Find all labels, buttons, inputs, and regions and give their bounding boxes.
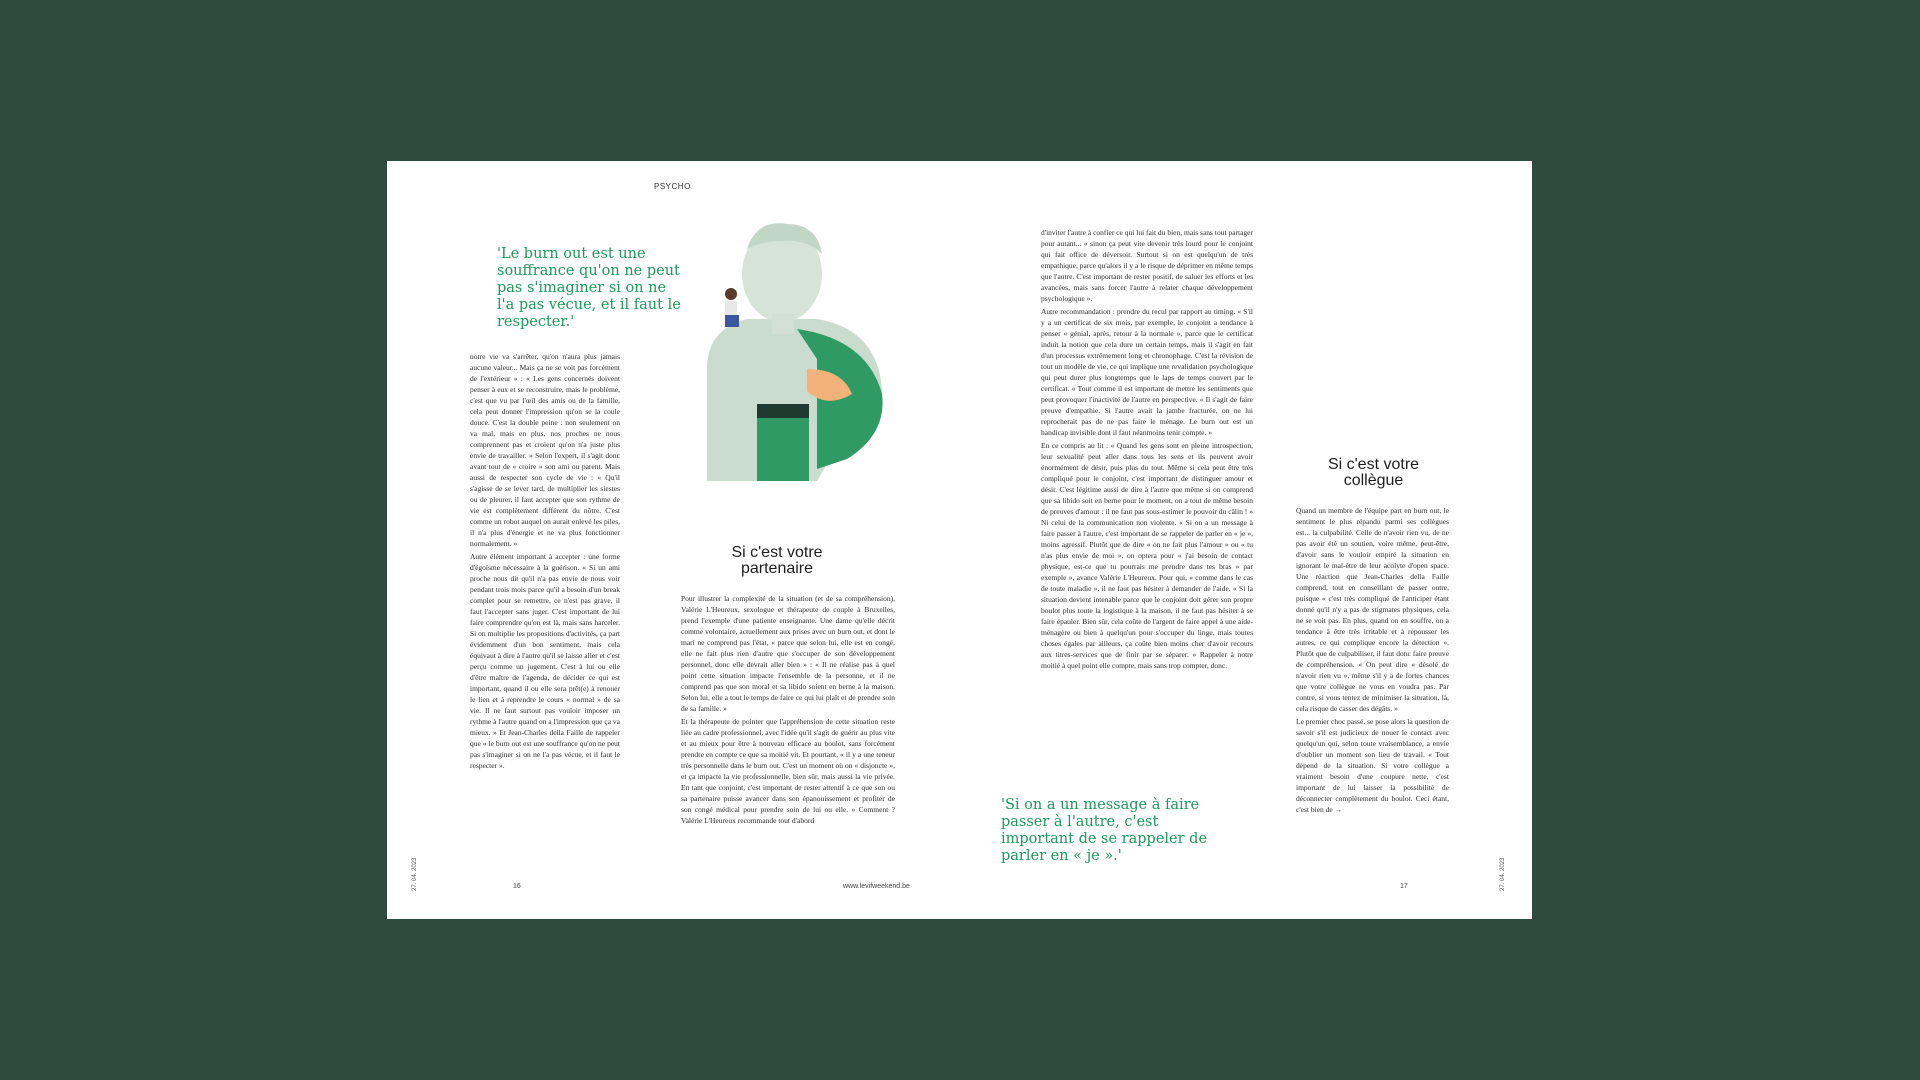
illustration-statue-painter — [677, 219, 887, 481]
pull-quote-burnout: 'Le burn out est une souffrance qu'on ne peut pas s'imaginer si on ne l'a pas vécue, et il faut le respecter.' — [497, 246, 681, 330]
column-4 — [1296, 505, 1449, 865]
page-number-left: 16 — [513, 883, 521, 890]
paragraph — [1296, 716, 1449, 815]
issue-date-left: 27. 04. 2023 — [412, 857, 418, 891]
paragraph: Quand un membre de l'équipe part en burn out, le sentiment le plus répandu parmi ses collègues est... la culpabilité. Celle de n'avoir rien vu, de ne pas avoir été un soutien, voire même, peut-être, d'avoir sans le vouloir empiré la situation en ignorant le mal-être de leur acolyte d'open space. Une réaction que Jean-Charles della Faille comprend, tout en conseillant de passer outre, puisque « c'est très compliqué de l'anticiper étant donné qu'il n'y a pas de stigmates physiques, cela ne se voit pas. En plus, quand on en souffre, on a tendance à être très irritable et à repousser les autres, ce qui complique encore la détection ». Plutôt que de culpabiliser, il faut donc faire preuve de compréhension. « On peut dire « désolé de n'avoir rien vu », même s'il y a de fortes chances que votre collègue ne vous en voudra pas. Par contre, si vous tentez de minimiser la situation, là, cela risque de casser des dégâts. » — [1296, 506, 1449, 713]
paragraph: En ce compris au lit : « Quand les gens sont en pleine introspection, leur sexualité peut aller dans tous les sens et ils peuvent avoir énormément de désir, puis plus du tout. Même si cela peut être très compliqué pour le conjoint, c'est important de distinguer amour et désir. C'est légitime aussi de dire à l'autre que même si on comprend que sa libido soit en berne pour le moment, on a tout de même besoin de preuves d'amour : il ne faut pas sous-estimer le pouvoir du câlin ! » Ni celui de la communication non violente. « Si on a un message à faire passer à l'autre, c'est important de se rappeler de parler en « je », moins agressif. Plutôt que de dire « on ne fait plus l'amour » ou « tu n'as plus envie de moi », on optera pour « j'ai besoin de contact physique, est-ce que tu pourrais me prendre dans tes bras » par exemple », avance Valérie L'Heureux. Pour qui, « comme dans le cas de toute maladie », il ne faut pas hésiter à demander de l'aide. « Si la situation devient intenable parce que le conjoint doit gérer son propre boulot plus toute la logistique à la maison, il ne faut pas hésiter à se faire épauler. Bien sûr, cela coûte de l'argent de faire appel à une aide-ménagère ou bien à quelqu'un pour s'occuper du linge, mais toutes choses égales par ailleurs, ça coûte bien moins cher d'avoir recours aux titres-services que de finir par se séparer. » Rappeler à notre moitié à quel point elle compte, mais sans trop compter, donc. — [1041, 441, 1253, 670]
heading-colleague: Si c'est votre collègue — [1327, 456, 1420, 489]
paragraph: notre vie va s'arrêter, qu'on n'aura plus jamais aucune valeur... Mais ça ne se voit pas forcément de l'extérieur » : « Les gens concernés doivent penser à eux et se reconstruire, mais le problème, c'est que vu par l'œil des amis ou de la famille, cela peut donner l'impression qu'on se la coule douce. C'est la double peine : non seulement on va mal, mais en plus, nos proches ne nous comprennent pas et croient qu'on n'a juste plus envie de travailler. » Selon l'expert, il s'agit donc avant tout de « croire » son ami ou parent. Mais aussi de respecter son cycle de vie : « Qu'il s'agisse de se lever tard, de multiplier les siestes ou de pleurer, il faut accepter que son rythme de vie est complètement différent du nôtre. C'est comme un robot auquel on aurait enlevé les piles, il n'a plus d'énergie et ne va plus fonctionner normalement. » — [470, 352, 620, 548]
page-number-right: 17 — [1400, 883, 1408, 890]
arrow-right-icon: → — [1334, 805, 1343, 814]
paragraph: Autre élément important à accepter : une forme d'égoïsme nécessaire à la guérison. « Si un ami proche nous dit qu'il n'a pas envie de nous voir pendant trois mois parce qu'il a besoin d'un break complet pour se remettre, ce n'est pas grave, il faut l'accepter sans juger. C'est important de lui faire comprendre qu'on est là, mais sans harceler. Si on multiplie les propositions d'activités, ça part évidemment d'un bon sentiment, mais cela équivaut à dire à l'autre qu'il se laisse aller et c'est perçu comme un jugement. C'est à lui ou elle d'être maître de l'agenda, de décider ce qui est important, quand il ou elle sera prêt(e) à renouer le lien et à reprendre le cours « normal » de sa vie. Il ne faut surtout pas vouloir imposer un rythme à l'autre quand on a l'impression que ça va mieux. » Et Jean-Charles della Faille de rappeler que « le burn out est une souffrance qu'on ne peut pas s'imaginer si on ne l'a pas vécue, et il faut le respecter ». — [470, 552, 620, 770]
paragraph: Et la thérapeute de pointer que l'appréhension de cette situation reste liée au cadre professionnel, avec l'idée qu'il s'agit de guérir au plus vite et au mieux pour être à nouveau efficace au boulot, sans forcément prendre en compte ce que sa moitié vit. Et pourtant, « il y a une teneur très personnelle dans le burn out. C'est un moment où on « disjoncte », et ça impacte la vie professionnelle, bien sûr, mais aussi la vie privée. En tant que conjoint, c'est important de rester attentif à ce que son ou sa partenaire puisse avancer dans son épanouissement et profiter de son congé médical pour prendre soin de lui ou elle. » Comment ? Valérie L'Heureux recommande tout d'abord — [681, 717, 895, 825]
pull-quote-message: 'Si on a un message à faire passer à l'autre, c'est important de se rappeler de parler en « je ».' — [1001, 797, 1208, 864]
column-2 — [681, 593, 895, 849]
magazine-spread — [387, 161, 1532, 919]
paragraph: Pour illustrer la complexité de la situation (et de sa compréhension), Valérie L'Heureux, sexologue et thérapeute de couple à Bruxelles, prend l'exemple d'une patiente enseignante. Une dame qu'elle décrit comme volontaire, actuellement aux prises avec un burn out, et dont le mari ne comprend pas l'état, « parce que selon lui, elle est en congé, elle ne fait plus rien d'autre que s'occuper de son développement personnel, donc elle devrait aller bien » : « Il ne réalise pas à quel point cette situation impacte l'ensemble de la personne, et il ne comprend pas que son moral et sa libido soient en berne à la maison. Selon lui, elle a tout le temps de faire ce qui lui plaît et de prendre soin de sa famille. » — [681, 594, 895, 713]
issue-date-right: 27. 04. 2023 — [1500, 857, 1506, 891]
paragraph: Autre recommandation : prendre du recul par rapport au timing. « S'il y a un certificat de six mois, par exemple, le conjoint a tendance à penser « génial, après, retour à la normale », parce que le certificat induit la notion que cela dure un certain temps, mais il s'agit en fait d'un processus extrêmement long et chronophage. C'est la révision de tout un modèle de vie, ce qui implique une revalidation psychologique qui peut durer plus longtemps que le laps de temps couvert par le certificat. « Tout comme il est important de mettre les sentiments que peut provoquer l'inactivité de l'autre en perspective. « Il s'agit de faire preuve d'empathie. Si l'autre avait la jambe fracturée, on ne lui reprocherait pas de ne pas faire le ménage. Le burn out est un handicap invisible dont il faut néanmoins tenir compte. » — [1041, 307, 1253, 437]
paragraph: d'inviter l'autre à confier ce qui lui fait du bien, mais sans tout partager pour autant... « sinon ça peut vite devenir très lourd pour le conjoint qui fait office de déversoir. Surtout si on est quelqu'un de très empathique, parce qu'alors il y a le risque de déprimer en même temps que l'autre. C'est important de rester positif, de saluer les efforts et les avancées, mais sans forcer l'autre à relater chaque développement psychologique ». — [1041, 228, 1253, 303]
heading-partner: Si c'est votre partenaire — [731, 544, 823, 577]
column-1 — [470, 351, 620, 849]
column-3 — [1041, 227, 1253, 767]
paragraph-text: Le premier choc passé, se pose alors la question de savoir s'il est judicieux de nouer le contact avec quelqu'un qui, selon toute vraisemblance, a envie d'oublier un moment son lieu de travail. « Tout dépend de la situation. Si votre collègue a vraiment besoin d'une coupure nette, c'est important de lui laisser la possibilité de déconnecter complètement du boulot. Ceci étant, c'est bien de — [1296, 717, 1449, 814]
website-url: www.levifweekend.be — [843, 883, 910, 890]
section-label: PSYCHO — [654, 182, 691, 191]
